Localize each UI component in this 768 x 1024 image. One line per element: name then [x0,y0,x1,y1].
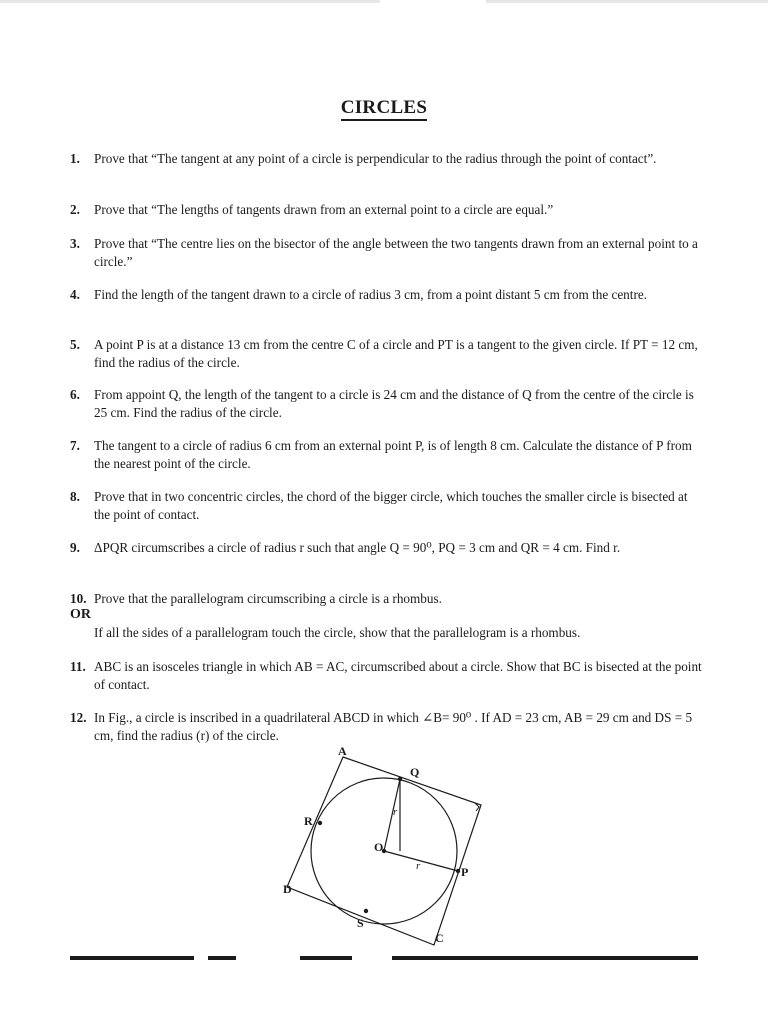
label-a: A [338,745,347,758]
question-10-alternative: If all the sides of a parallelogram touch the circle, show that the parallelogram is a rhombus. [94,625,581,640]
bottom-line-1 [70,956,194,960]
top-edge-line-right [486,0,768,3]
bottom-line-2 [208,956,236,960]
question-1: 1. Prove that “The tangent at any point of a circle is perpendicular to the radius through the point of contact”. [70,151,657,166]
label-r-vertical: r [393,806,398,818]
label-q: Q [410,765,420,779]
question-2: 2. Prove that “The lengths of tangents drawn from an external point to a circle are equal.” [70,202,554,217]
question-7: 7. The tangent to a circle of radius 6 cm from an external point P, is of length 8 cm. Calculate the distance of P from the nearest point of the circle. [70,438,692,471]
bottom-line-3 [300,956,352,960]
point-r [318,821,322,825]
label-r: R [304,814,313,828]
question-12: 12. In Fig., a circle is inscribed in a quadrilateral ABCD in which ∠B= 90⁰ . If AD = 23 cm, AB = 29 cm and DS = 5 cm, find the radius (r) of the circle. [70,710,693,743]
question-10: 10. Prove that the parallelogram circumscribing a circle is a rhombus. [70,591,442,606]
question-8: 8. Prove that in two concentric circles, the chord of the bigger circle, which touches the smaller circle is bisected at the point of contact. [70,489,688,522]
label-r-horizontal: r [416,860,421,872]
top-edge-line-left [0,0,380,3]
point-q [398,777,402,781]
bottom-line-4 [392,956,698,960]
radius-op [384,851,458,871]
question-9: 9. ΔPQR circumscribes a circle of radius r such that angle Q = 90⁰, PQ = 3 cm and QR = 4 cm. Find r. [70,540,621,555]
or-label: OR [70,607,91,622]
label-d: D [283,882,292,896]
circle-quadrilateral-figure [270,745,500,950]
label-o: O [374,840,384,854]
question-4: 4. Find the length of the tangent drawn to a circle of radius 3 cm, from a point distant 5 cm from the centre. [70,287,647,302]
point-p [456,869,460,873]
radius-oq [384,779,400,851]
question-5: 5. A point P is at a distance 13 cm from the centre C of a circle and PT is a tangent to the given circle. If PT = 12 cm, find the radius of the circle. [70,337,698,370]
label-c: C [435,931,444,945]
label-p: P [461,865,469,879]
page-title: CIRCLES [0,97,768,119]
question-3: 3. Prove that “The centre lies on the bisector of the angle between the two tangents drawn from an external point to a circle.” [70,236,698,269]
question-6: 6. From appoint Q, the length of the tangent to a circle is 24 cm and the distance of Q from the centre of the circle is 25 cm. Find the radius of the circle. [70,387,694,420]
question-11: 11. ABC is an isosceles triangle in which AB = AC, circumscribed about a circle. Show that BC is bisected at the point of contact. [70,659,702,692]
label-s: S [357,916,364,930]
point-s [364,909,368,913]
